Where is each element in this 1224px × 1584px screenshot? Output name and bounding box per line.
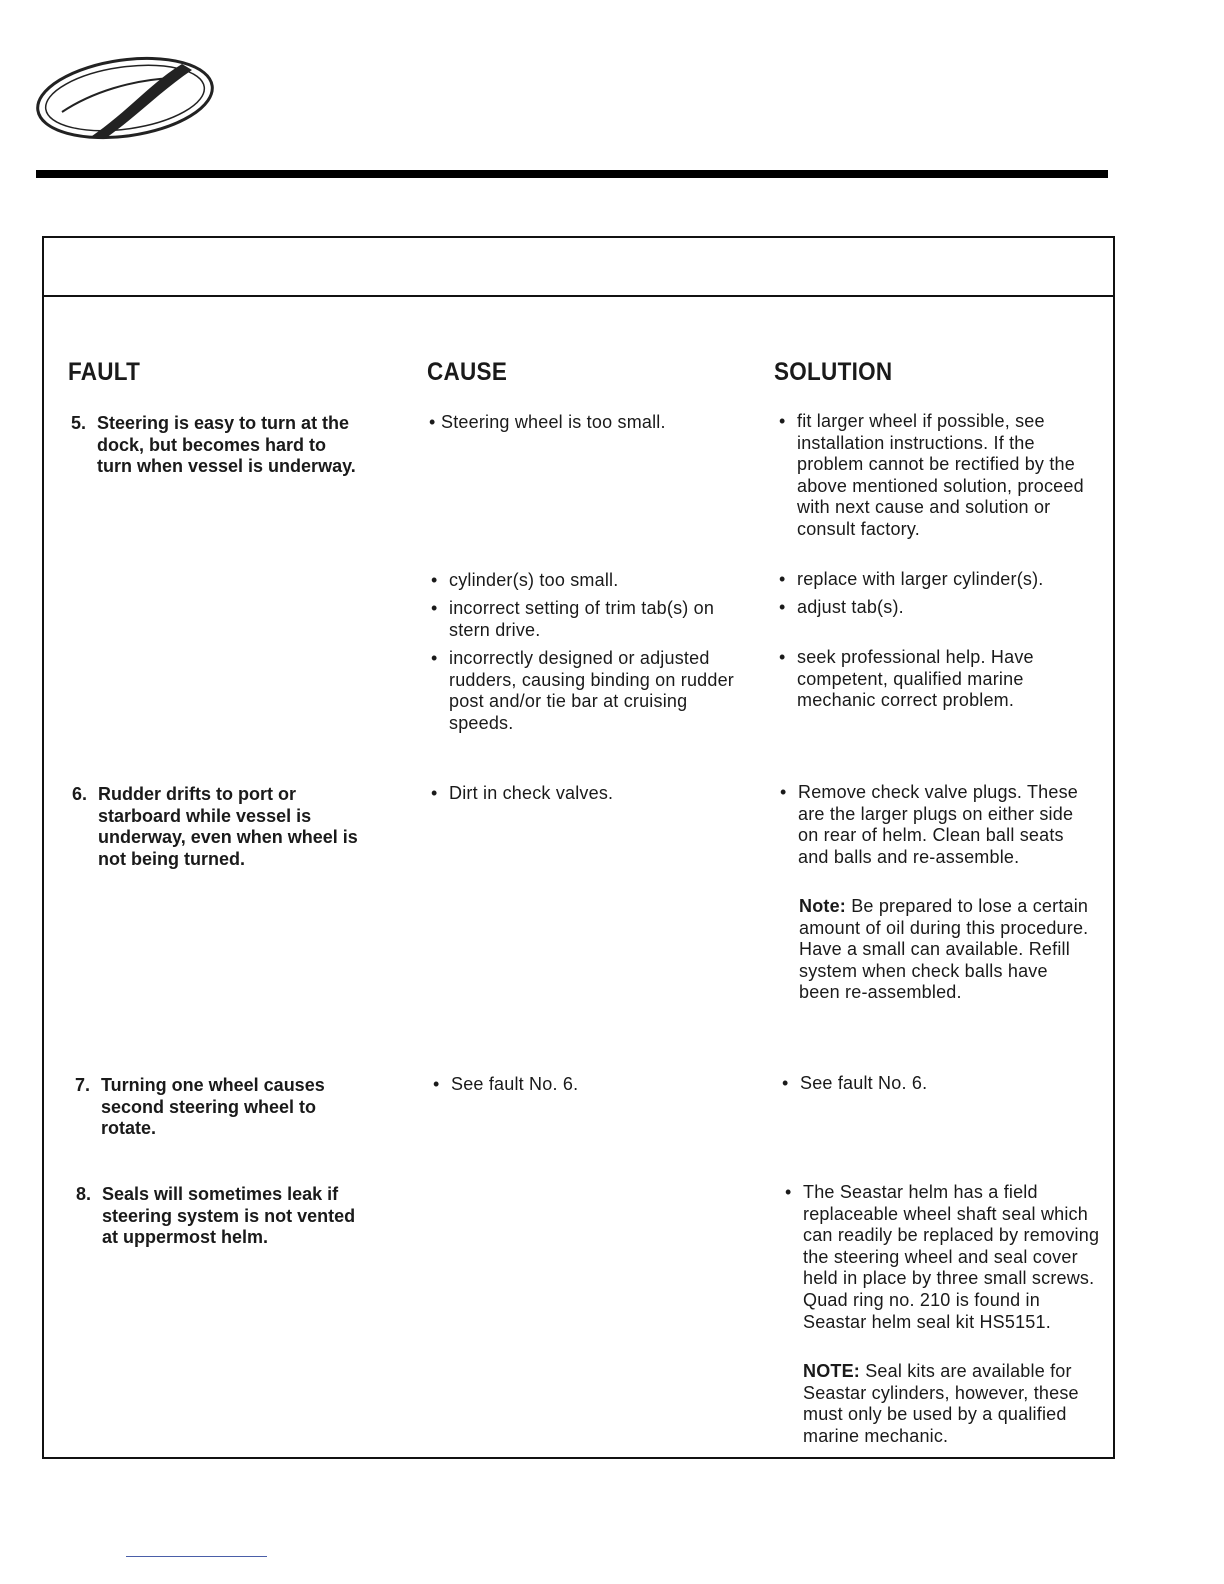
solution-item: [782, 1073, 1082, 1095]
bullet-icon: •: [431, 598, 438, 618]
solution-text: fit larger wheel if possible, see installation instructions. If the problem cannot be rectified by the above mentioned solution, proceed with next cause and solution or consult factory.: [797, 411, 1084, 539]
solution-item: [780, 782, 1080, 868]
fault-5: [71, 413, 361, 478]
bullet-icon: •: [429, 412, 436, 432]
fault-text: Rudder drifts to port or starboard while vessel is underway, even when wheel is not being turned.: [98, 784, 358, 869]
bullet-icon: •: [782, 1073, 789, 1093]
cause-text: incorrectly designed or adjusted rudders, causing binding on rudder post and/or tie bar at cruising speeds.: [449, 648, 734, 733]
solution-text: Remove check valve plugs. These are the larger plugs on either side on rear of helm. Clean ball seats and balls and re-assemble.: [798, 782, 1079, 867]
cause-text: See fault No. 6.: [451, 1074, 579, 1094]
bullet-icon: •: [431, 783, 438, 803]
cause-item: [431, 598, 721, 641]
cause-text: Steering wheel is too small.: [441, 412, 666, 432]
fault-text: Turning one wheel causes second steering wheel to rotate.: [101, 1075, 325, 1139]
cause-column-heading: CAUSE: [427, 358, 508, 386]
solution-item: [779, 569, 1109, 591]
solution-text: The Seastar helm has a field replaceable wheel shaft seal which can readily be replaced by removing the steering wheel and seal cover held in place by three small screws. Quad ring no. 210 is found in Seastar helm seal kit HS5151.: [803, 1182, 1100, 1332]
fault-number: 5.: [71, 413, 87, 433]
header-rule: [36, 170, 1108, 178]
bullet-icon: •: [780, 782, 787, 802]
bullet-icon: •: [779, 597, 786, 617]
bullet-icon: •: [785, 1182, 792, 1202]
cause-item: [429, 412, 749, 434]
bullet-icon: •: [779, 411, 786, 431]
footer-link-underline[interactable]: [126, 1556, 267, 1557]
fault-8: [76, 1184, 376, 1249]
cause-text: incorrect setting of trim tab(s) on stern drive.: [449, 598, 715, 640]
solution-note: [799, 896, 1089, 1004]
fault-column-heading: FAULT: [68, 358, 141, 386]
solution-text: seek professional help. Have competent, qualified marine mechanic correct problem.: [797, 647, 1034, 711]
note-text: Be prepared to lose a certain amount of oil during this procedure. Have a small can available. Refill system when check balls have been re-assembled.: [799, 896, 1089, 1003]
solution-note: [803, 1361, 1103, 1447]
fault-number: 7.: [75, 1075, 91, 1095]
solution-column-heading: SOLUTION: [774, 358, 893, 386]
bullet-icon: •: [433, 1074, 440, 1094]
cause-item: [431, 783, 741, 805]
note-label: NOTE:: [803, 1361, 860, 1381]
bullet-icon: •: [431, 570, 438, 590]
solution-text: adjust tab(s).: [797, 597, 904, 617]
solution-text: See fault No. 6.: [800, 1073, 928, 1093]
cause-text: Dirt in check valves.: [449, 783, 614, 803]
fault-number: 6.: [72, 784, 88, 804]
brand-logo: [32, 52, 218, 144]
cause-text: cylinder(s) too small.: [449, 570, 619, 590]
table-title-bar: [44, 238, 1113, 297]
note-label: Note:: [799, 896, 846, 916]
fault-6: [72, 784, 382, 870]
cause-item: [433, 1074, 733, 1096]
cause-item: [431, 570, 741, 592]
solution-item: [779, 647, 1089, 712]
bullet-icon: •: [779, 647, 786, 667]
solution-text: replace with larger cylinder(s).: [797, 569, 1044, 589]
bullet-icon: •: [779, 569, 786, 589]
fault-7: [75, 1075, 375, 1140]
solution-item: [779, 597, 1089, 619]
cause-item: [431, 648, 751, 734]
note-text: Seal kits are available for Seastar cylinders, however, these must only be used by a qualified marine mechanic.: [803, 1361, 1079, 1446]
fault-number: 8.: [76, 1184, 92, 1204]
solution-item: [785, 1182, 1105, 1333]
solution-item: [779, 411, 1094, 541]
bullet-icon: •: [431, 648, 438, 668]
fault-text: Steering is easy to turn at the dock, but becomes hard to turn when vessel is underway.: [97, 413, 356, 477]
fault-text: Seals will sometimes leak if steering system is not vented at uppermost helm.: [102, 1184, 356, 1248]
